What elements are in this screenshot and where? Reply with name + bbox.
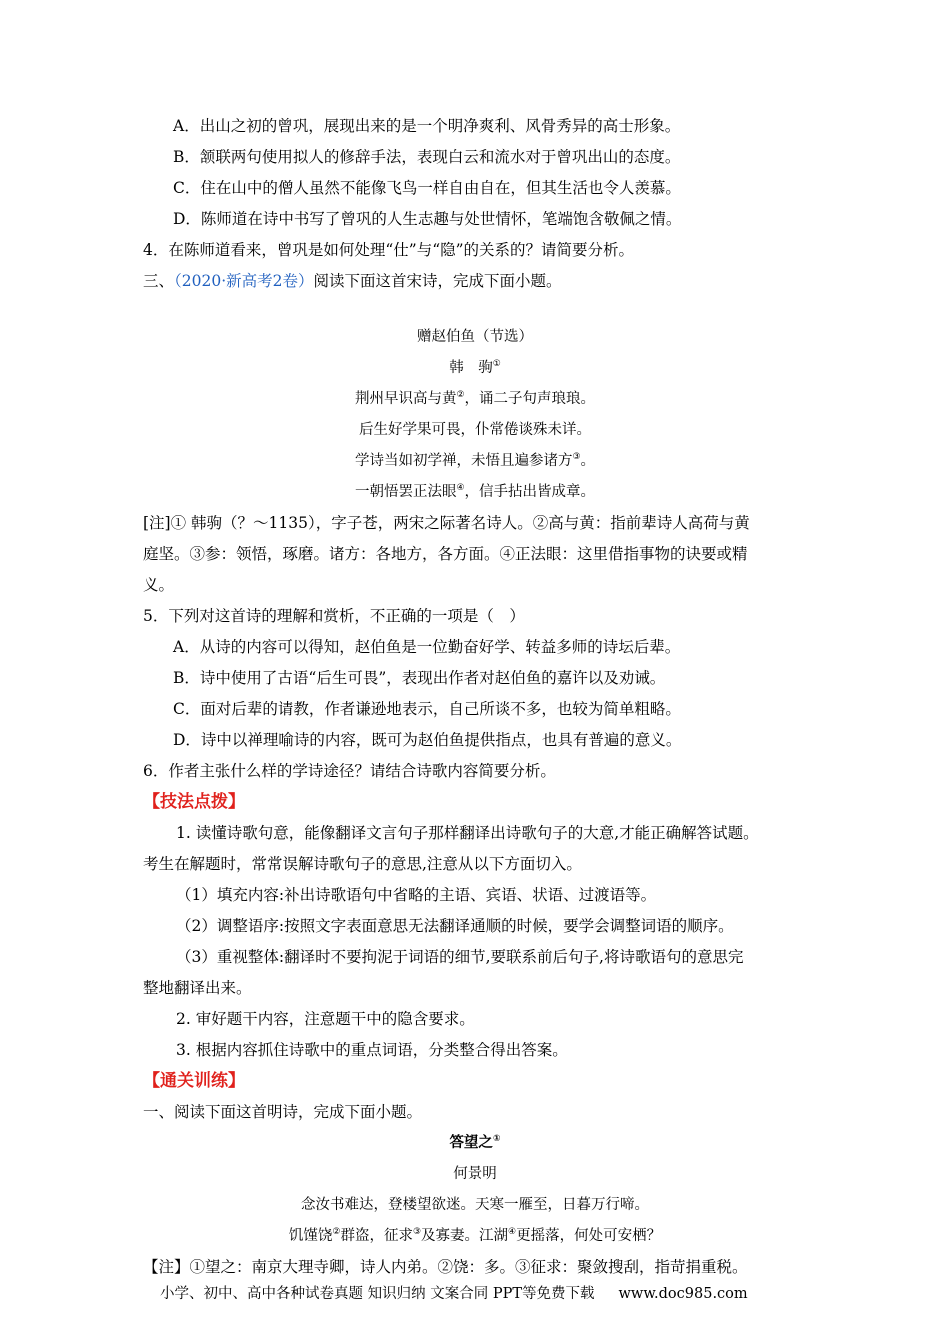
poem-1-notes-line-3: 义。 bbox=[143, 576, 175, 594]
tips-line-3: （1）填充内容:补出诗歌语句中省略的主语、宾语、状语、过渡语等。 bbox=[176, 886, 657, 904]
tips-line-7: 2. 审好题干内容，注意题干中的隐含要求。 bbox=[176, 1010, 475, 1028]
poem-1-line-2-text: 后生好学果可畏，仆常倦谈殊未详。 bbox=[359, 422, 591, 438]
poem-1-line-1 bbox=[0, 389, 950, 409]
poem-1-line-3-note: ③ bbox=[572, 452, 581, 463]
poem-1-line-4 bbox=[0, 482, 950, 502]
poem-2-line-2-part-d: 更摇落，何处可安栖？ bbox=[516, 1228, 662, 1244]
q5-option-a: A．从诗的内容可以得知，赵伯鱼是一位勤奋好学、转益多师的诗坛后辈。 bbox=[173, 638, 681, 656]
tips-line-2: 考生在解题时，常常误解诗歌句子的意思,注意从以下方面切入。 bbox=[143, 855, 582, 873]
poem-1-author bbox=[0, 358, 950, 378]
poem-1-line-1-note: ② bbox=[456, 390, 465, 401]
poem-2-note: 【注】①望之：南京大理寺卿，诗人内弟。②饶：多。③征求：聚敛搜刮，指苛捐重税。 bbox=[143, 1258, 748, 1276]
section-3-prefix: 三、 bbox=[143, 272, 175, 290]
q3-option-d: D．陈师道在诗中书写了曾巩的人生志趣与处世情怀，笔端饱含敬佩之情。 bbox=[173, 210, 682, 228]
poem-2-title bbox=[0, 1133, 950, 1153]
q3-option-b: B．颔联两句使用拟人的修辞手法，表现白云和流水对于曾巩出山的态度。 bbox=[173, 148, 681, 166]
question-5-stem: 5．下列对这首诗的理解和赏析，不正确的一项是（ ） bbox=[143, 607, 525, 625]
q5-option-b: B．诗中使用了古语“后生可畏”，表现出作者对赵伯鱼的嘉许以及劝诫。 bbox=[173, 669, 666, 687]
q3-option-a: A．出山之初的曾巩，展现出来的是一个明净爽利、风骨秀异的高士形象。 bbox=[173, 117, 681, 135]
poem-2-line-2-note-1: ② bbox=[332, 1227, 341, 1238]
poem-1-title: 赠赵伯鱼（节选） bbox=[417, 329, 533, 345]
question-6: 6．作者主张什么样的学诗途径？请结合诗歌内容简要分析。 bbox=[143, 762, 556, 780]
question-4: 4．在陈师道看来，曾巩是如何处理“仕”与“隐”的关系的？请简要分析。 bbox=[143, 241, 635, 259]
practice-heading: 【通关训练】 bbox=[143, 1071, 245, 1091]
poem-2-line-2-note-3: ④ bbox=[508, 1227, 517, 1238]
section-3-source: （2020·新高考2卷） bbox=[174, 272, 314, 290]
tips-line-1: 1. 读懂诗歌句意，能像翻译文言句子那样翻译出诗歌句子的大意,才能正确解答试题。 bbox=[176, 824, 759, 842]
tips-line-6: 整地翻译出来。 bbox=[143, 979, 252, 997]
poem-2-line-2-part-b: 群盗，征求 bbox=[340, 1228, 413, 1244]
poem-1-notes-line-1: [注]① 韩驹（？～1135），字子苍，两宋之际著名诗人。②高与黄：指前辈诗人高荷与黄 bbox=[143, 514, 750, 532]
poem-2-line-2-part-c: 及寡妻。江湖 bbox=[421, 1228, 509, 1244]
poem-1-line-2 bbox=[0, 420, 950, 440]
poem-1-line-4-text-a: 一朝悟罢正法眼 bbox=[354, 484, 457, 500]
tips-line-4: （2）调整语序:按照文字表面意思无法翻译通顺的时候，要学会调整词语的顺序。 bbox=[176, 917, 734, 935]
practice-instruction: 一、阅读下面这首明诗，完成下面小题。 bbox=[143, 1103, 423, 1121]
section-3-instruction: 阅读下面这首宋诗，完成下面小题。 bbox=[313, 272, 562, 290]
poem-1-author-name: 韩 驹 bbox=[449, 360, 493, 376]
poem-1-line-3 bbox=[0, 451, 950, 471]
poem-2-title-text: 答望之 bbox=[449, 1135, 493, 1151]
q5-option-c: C．面对后辈的请教，作者谦逊地表示，自己所谈不多，也较为简单粗略。 bbox=[173, 700, 681, 718]
tips-line-5: （3）重视整体:翻译时不要拘泥于词语的细节,要联系前后句子,将诗歌语句的意思完 bbox=[176, 948, 744, 966]
tips-heading: 【技法点拨】 bbox=[143, 792, 245, 812]
tips-line-8: 3. 根据内容抓住诗歌中的重点词语，分类整合得出答案。 bbox=[176, 1041, 568, 1059]
poem-1-author-note: ① bbox=[492, 359, 501, 370]
poem-2-line-1: 念汝书难达，登楼望欲迷。天寒一雁至，日暮万行啼。 bbox=[301, 1197, 649, 1213]
page-footer bbox=[160, 1284, 748, 1304]
poem-2-author: 何景明 bbox=[453, 1166, 497, 1182]
poem-2-line-2-note-2: ③ bbox=[412, 1227, 422, 1238]
poem-1-line-1-text-a: 荆州早识高与黄 bbox=[354, 391, 457, 407]
footer-url[interactable]: www.doc985.com bbox=[618, 1286, 748, 1302]
poem-1-notes-line-2: 庭坚。③参：领悟，琢磨。诸方：各地方，各方面。④正法眼：这里借指事物的诀要或精 bbox=[143, 545, 748, 563]
footer-text: 小学、初中、高中各种试卷真题 知识归纳 文案合同 PPT等免费下载 bbox=[160, 1286, 595, 1302]
poem-1-line-4-text-b: ，信手拈出皆成章。 bbox=[464, 484, 596, 500]
section-3-heading bbox=[143, 271, 562, 291]
poem-1-line-3-text-a: 学诗当如初学禅，未悟且遍参诸方 bbox=[354, 453, 573, 469]
q5-option-d: D．诗中以禅理喻诗的内容，既可为赵伯鱼提供指点，也具有普遍的意义。 bbox=[173, 731, 682, 749]
poem-1-line-3-text-b: 。 bbox=[580, 453, 596, 469]
poem-2-title-note: ① bbox=[492, 1134, 501, 1145]
poem-1-line-4-note: ④ bbox=[456, 483, 465, 494]
poem-2-line-2 bbox=[0, 1226, 950, 1246]
poem-1-line-1-text-b: ，诵二子句声琅琅。 bbox=[464, 391, 596, 407]
poem-2-line-2-part-a: 饥馑饶 bbox=[288, 1228, 333, 1244]
q3-option-c: C．住在山中的僧人虽然不能像飞鸟一样自由自在，但其生活也令人羡慕。 bbox=[173, 179, 681, 197]
